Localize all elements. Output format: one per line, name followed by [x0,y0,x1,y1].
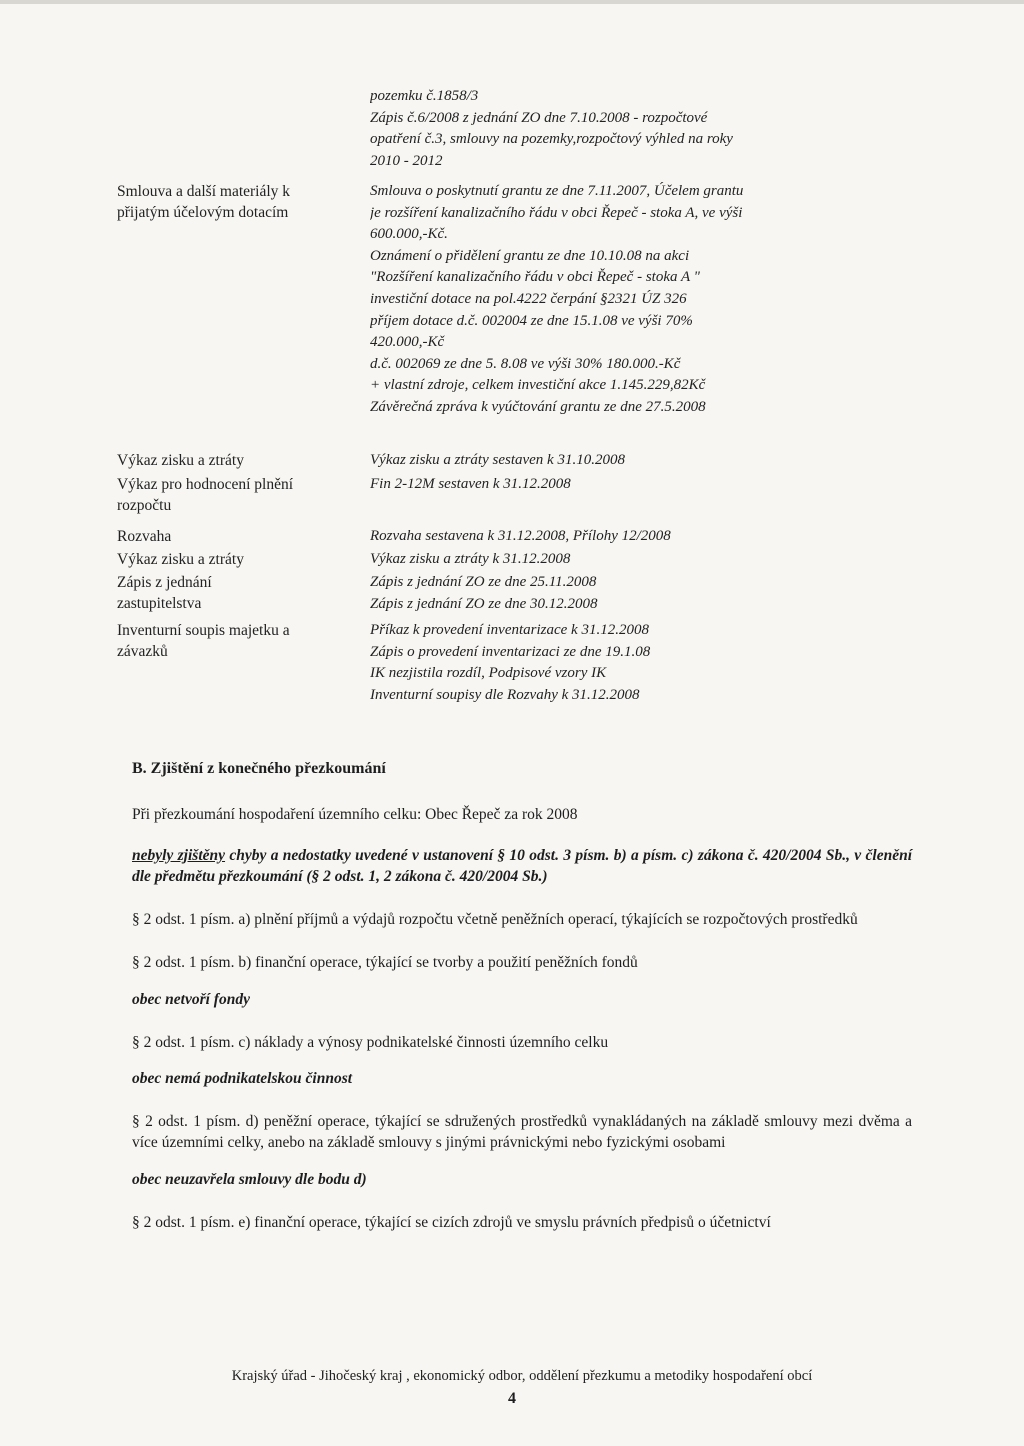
row-value: Smlouva o poskytnutí grantu ze dne 7.11.2007, Účelem grantu je rozšíření kanalizačního řádu v obci Řepeč - stoka A, ve výši 600.000,-Kč. Oznámení o přidělení grantu ze dne 10.10.08 na akci "Rozšíření kanalizačního řádu v obci Řepeč - stoka A " investiční dotace na pol.4222 čerpání §2321 ÚZ 326 příjem dotace d.č. 002004 ze dne 15.1.08 ve výši 70% 420.000,-Kč d.č. 002069 ze dne 5. 8.08 ve výši 30% 180.000.-Kč + vlastní zdroje, celkem investiční akce 1.145.229,82Kč Závěrečná zpráva k vyúčtování grantu ze dne 27.5.2008 [370,183,744,415]
row-value: Rozvaha sestavena k 31.12.2008, Přílohy 12/2008 [370,528,671,544]
item-c-note: obec nemá podnikatelskou činnost [132,1070,353,1087]
row-label: Výkaz pro hodnocení plnění rozpočtu [117,476,294,514]
item-d-note: obec neuzavřela smlouvy dle bodu d) [132,1170,367,1188]
item-d-text: § 2 odst. 1 písm. d) peněžní operace, týkající se sdružených prostředků vynakládaných na základě smlouvy mezi dvěma a více územními celky, anebo na základě smlouvy s jinými právnickými nebo fyzickými osobami [132,1113,912,1151]
row-label: Rozvaha [117,528,172,545]
row-value: Fin 2-12M sestaven k 31.12.2008 [370,476,571,492]
row-value: Zápis z jednání ZO ze dne 25.11.2008 Zápis z jednání ZO ze dne 30.12.2008 [370,574,598,612]
section-b-finding [132,845,912,887]
row-label: Smlouva a další materiály k přijatým účelovým dotacím [117,183,291,221]
item-e-text: § 2 odst. 1 písm. e) finanční operace, týkající se cizích zdrojů ve smyslu právních předpisů o účetnictví [132,1213,771,1231]
scan-edge [0,0,1024,4]
page-number: 4 [508,1390,516,1407]
item-a-text: § 2 odst. 1 písm. a) plnění příjmů a výdajů rozpočtu včetně peněžních operací, týkajících se rozpočtových prostředků [132,911,858,928]
finding-rest: chyby a nedostatky uvedené v ustanovení § 10 odst. 3 písm. b) a písm. c) zákona č. 420/2004 Sb., v členění dle předmětu přezkoumání (§ 2 odst. 1, 2 zákona č. 420/2004 Sb.) [132,847,912,885]
section-b-heading: B. Zjištění z konečného přezkoumání [132,760,386,777]
row-value: Výkaz zisku a ztráty sestaven k 31.10.2008 [370,452,625,468]
row-value: Příkaz k provedení inventarizace k 31.12.2008 Zápis o provedení inventarizaci ze dne 19.1.08 IK nezjistila rozdíl, Podpisové vzory IK Inventurní soupisy dle Rozvahy k 31.12.2008 [370,622,651,703]
section-b-intro: Při přezkoumání hospodaření územního celku: Obec Řepeč za rok 2008 [132,806,578,823]
item-b-note: obec netvoří fondy [132,990,250,1008]
row-label: Výkaz zisku a ztráty [117,452,244,469]
row-label: Inventurní soupis majetku a závazků [117,622,290,660]
row-label: Výkaz zisku a ztráty [117,551,244,568]
item-c-text: § 2 odst. 1 písm. c) náklady a výnosy podnikatelské činnosti územního celku [132,1033,609,1051]
finding-underlined: nebyly zjištěny [132,847,226,864]
section-b [132,760,912,1233]
item-b-text: § 2 odst. 1 písm. b) finanční operace, týkající se tvorby a použití peněžních fondů [132,954,638,971]
page-footer: Krajský úřad - Jihočeský kraj , ekonomický odbor, oddělení přezkumu a metodiky hospodaření obcí [231,1368,813,1384]
continuation-value: pozemku č.1858/3 Zápis č.6/2008 z jednání ZO dne 7.10.2008 - rozpočtové opatření č.3, smlouvy na pozemky,rozpočtový výhled na roky 2010 - 2012 [370,88,733,169]
row-label: Zápis z jednání zastupitelstva [117,574,212,612]
row-value: Výkaz zisku a ztráty k 31.12.2008 [370,551,571,567]
